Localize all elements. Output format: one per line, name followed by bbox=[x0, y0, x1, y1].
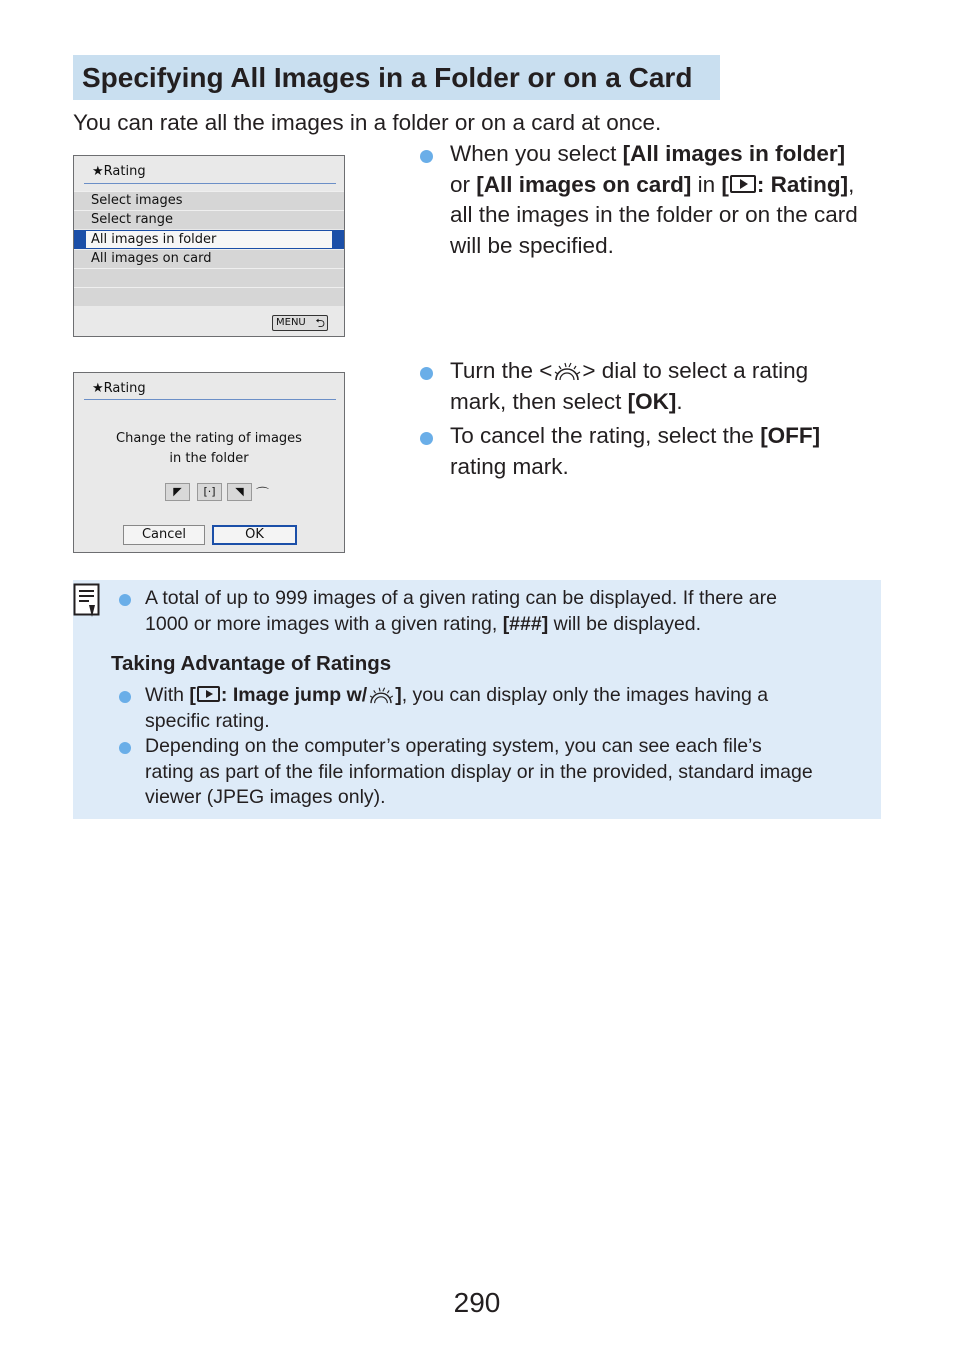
intro-text: You can rate all the images in a folder or on a card at once. bbox=[73, 110, 662, 135]
page-number: 290 bbox=[453, 1287, 501, 1318]
bullet-dot bbox=[119, 742, 131, 754]
list-item: A total of up to 999 images of a given rating can be displayed. If there are 1000 or more images with a given rating, [###] will be displayed. bbox=[73, 586, 881, 637]
menu-item-empty bbox=[74, 287, 344, 306]
list-item: To cancel the rating, select the [OFF] rating mark. bbox=[418, 421, 898, 482]
rating-prev-icon: ◤ bbox=[165, 483, 190, 501]
section-heading: Specifying All Images in a Folder or on a Card bbox=[73, 55, 720, 100]
list-item: Turn the < > dial to select a rating mark, then select [OK]. bbox=[418, 356, 898, 417]
playback-icon bbox=[730, 175, 756, 193]
menu-item-empty bbox=[74, 268, 344, 287]
rating-next-icon: ◥ bbox=[227, 483, 252, 501]
title-divider bbox=[84, 183, 336, 184]
bullet-dot bbox=[420, 367, 433, 380]
rating-current-icon: [·] bbox=[197, 483, 222, 501]
bullet-dot bbox=[420, 432, 433, 445]
bullet-dot bbox=[119, 691, 131, 703]
bullet-dot bbox=[420, 150, 433, 163]
playback-icon bbox=[197, 686, 220, 702]
menu-item-select-range: Select range bbox=[74, 210, 344, 229]
step2-text bbox=[418, 356, 898, 482]
menu-item-all-images-on-card: All images on card bbox=[74, 249, 344, 268]
bullet-dot bbox=[119, 594, 131, 606]
list-item: When you select [All images in folder] or [All images on card] in [ : Rating], all the images in the folder or on the card will be specified. bbox=[418, 139, 898, 261]
note-box bbox=[73, 580, 881, 819]
menu-back-button: MENU ⮌ bbox=[272, 315, 328, 331]
step1-text bbox=[418, 139, 898, 261]
list-item: With [ : Image jump w/ ], you can display only the images having a specific rating. bbox=[73, 683, 881, 734]
dialog-message-line2: in the folder bbox=[169, 451, 249, 466]
main-dial-icon bbox=[367, 685, 395, 705]
list-item: Depending on the computer’s operating system, you can see each file’s rating as part of the file information display or in the provided, standard image viewer (JPEG images only). bbox=[73, 734, 881, 811]
rating-dialog-screenshot bbox=[73, 372, 345, 553]
return-arrow-icon: ⮌ bbox=[315, 316, 325, 330]
screen-title: ★Rating bbox=[92, 164, 146, 179]
ok-button: OK bbox=[212, 525, 297, 545]
menu-item-select-images: Select images bbox=[74, 191, 344, 210]
rating-menu-screenshot bbox=[73, 155, 345, 337]
main-dial-icon bbox=[552, 360, 582, 382]
title-divider bbox=[84, 399, 336, 400]
menu-item-all-images-in-folder: All images in folder bbox=[74, 230, 344, 249]
dialog-message-line1: Change the rating of images bbox=[116, 431, 302, 446]
screen-title: ★Rating bbox=[92, 381, 146, 396]
cancel-button: Cancel bbox=[123, 525, 205, 545]
note-heading: Taking Advantage of Ratings bbox=[111, 652, 392, 675]
dial-icon: ⌒ bbox=[256, 487, 270, 502]
